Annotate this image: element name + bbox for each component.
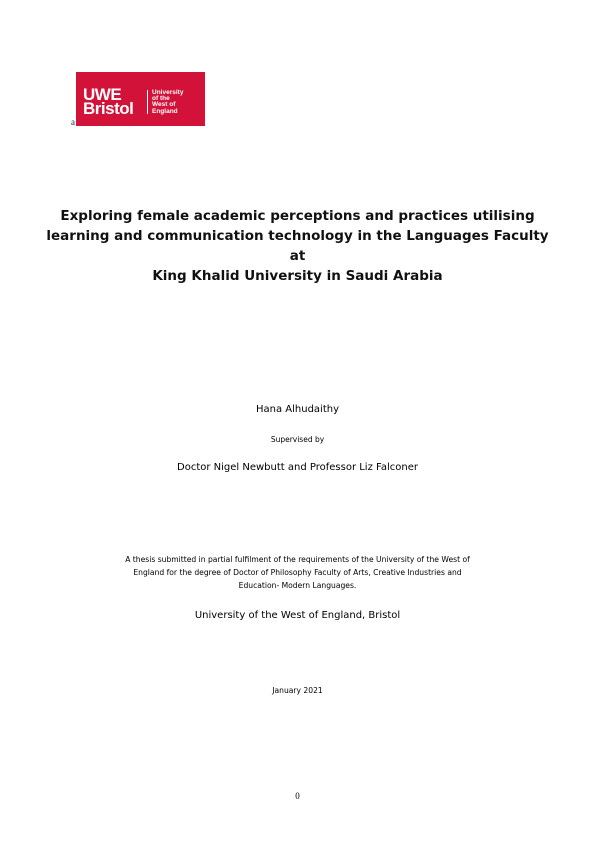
thesis-statement — [60, 553, 535, 592]
logo-text-uwe: UWE — [83, 85, 122, 104]
statement-line: A thesis submitted in partial fulfilment of the requirements of the University of the West of — [125, 555, 470, 564]
supervisor-names: Doctor Nigel Newbutt and Professor Liz Falconer — [177, 462, 418, 473]
logo-divider — [147, 90, 148, 114]
title-line: King Khalid University in Saudi Arabia — [152, 268, 443, 284]
uwe-bristol-logo — [76, 72, 205, 126]
logo-text-bristol: Bristol — [83, 99, 134, 118]
stray-mark: a — [71, 117, 75, 127]
statement-line: Education- Modern Languages. — [238, 581, 357, 590]
author-name: Hana Alhudaithy — [255, 404, 340, 415]
thesis-title — [40, 206, 555, 286]
submission-date: January 2021 — [272, 686, 323, 695]
logo-university-name: University of the West of England — [152, 89, 184, 115]
title-line: Exploring female academic perceptions and practices utilising — [60, 208, 535, 224]
page-number: 0 — [295, 791, 300, 801]
supervised-by-label: Supervised by — [270, 435, 325, 444]
statement-line: England for the degree of Doctor of Philosophy Faculty of Arts, Creative Industries and — [133, 568, 462, 577]
title-line: learning and communication technology in the Languages Faculty at — [46, 228, 549, 264]
institution-name: University of the West of England, Bristol — [194, 610, 401, 621]
